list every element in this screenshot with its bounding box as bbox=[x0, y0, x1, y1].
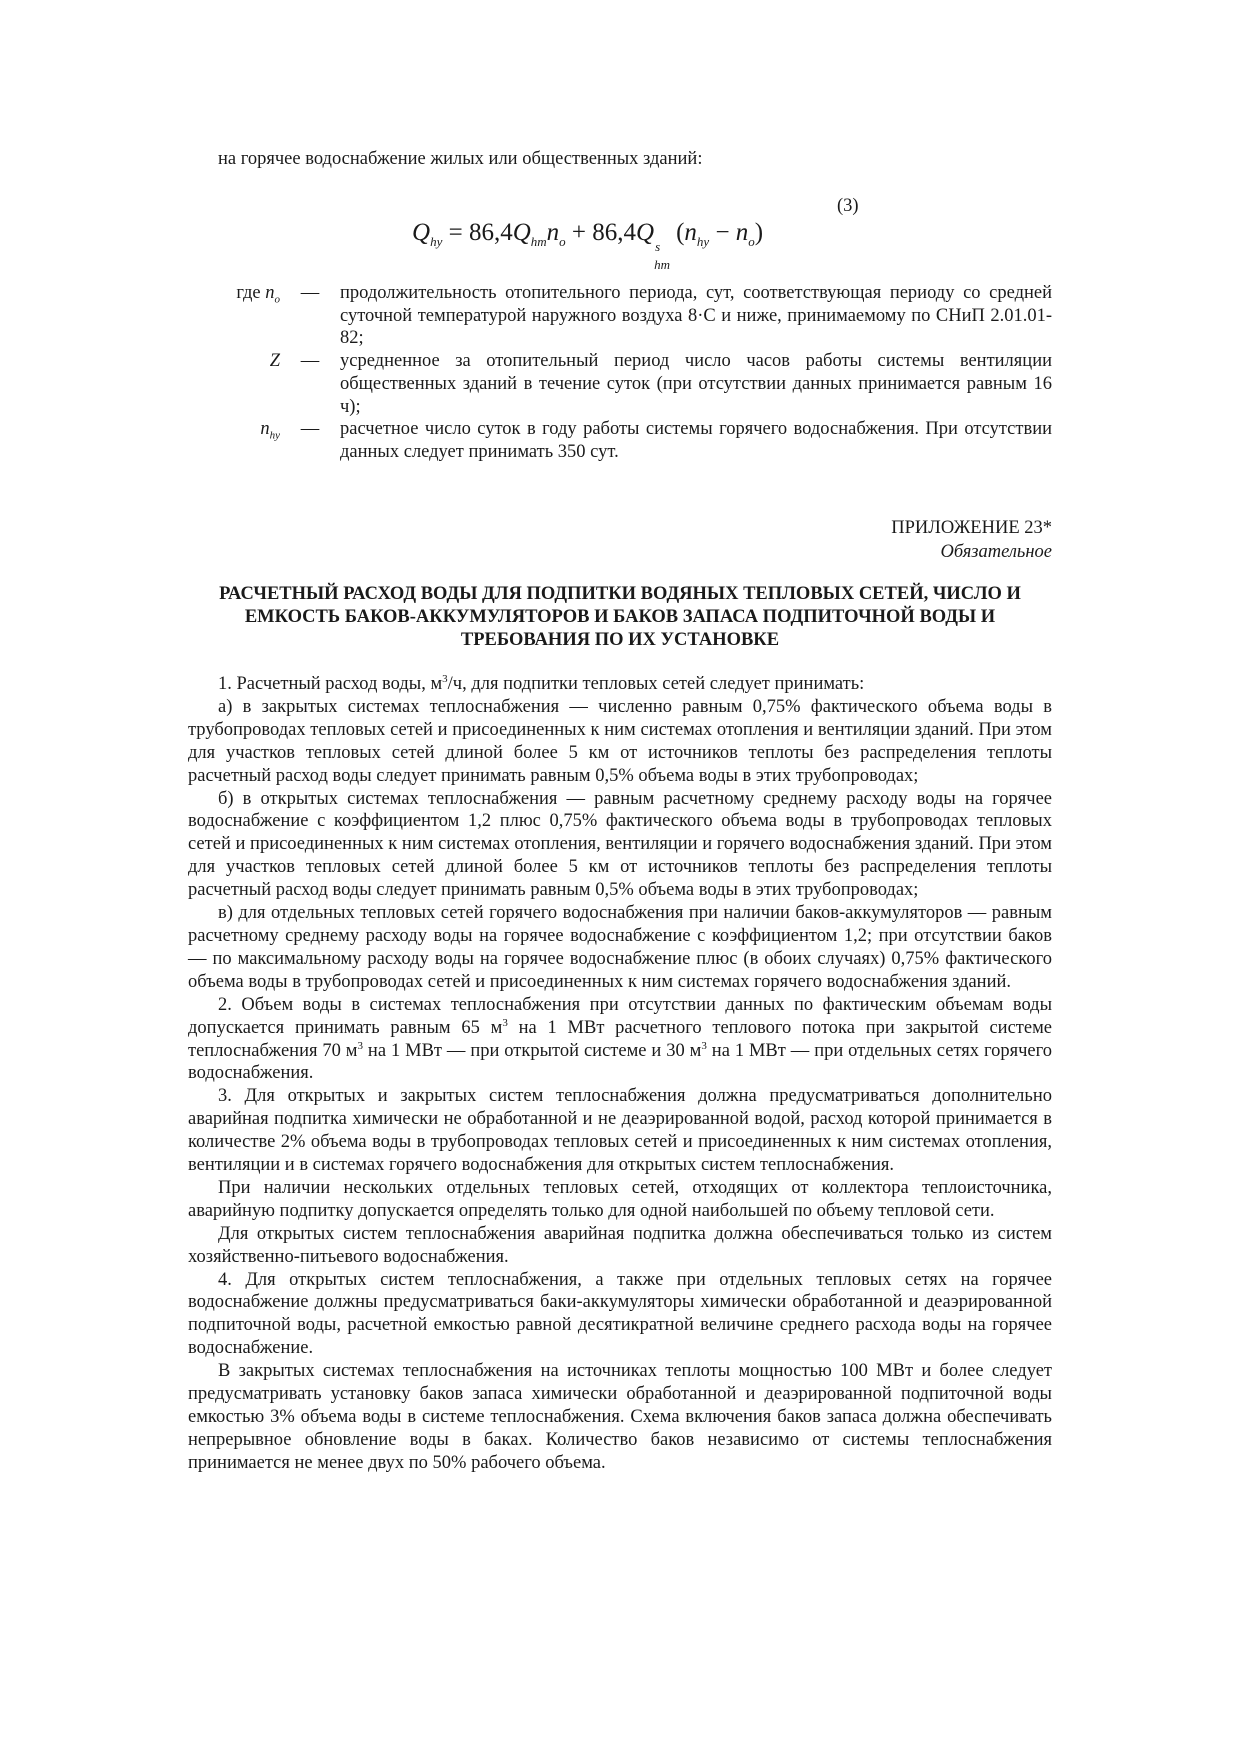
superscript: 3 bbox=[357, 1039, 364, 1052]
formula-symbol: Q bbox=[512, 219, 531, 246]
superscript: 3 bbox=[442, 672, 448, 685]
paragraph-3b: При наличии нескольких отдельных тепловых сетей, отходящих от коллектора теплоисточника, аварийную подпитку допускается определять только для одной наибольшей по объему тепловой сети. bbox=[188, 1177, 1052, 1221]
text-run: на 1 МВт — при отдельных сетях горячего водоснабжения. bbox=[188, 1040, 1052, 1084]
text-run: на 1 МВт — при открытой системе и 30 м bbox=[363, 1040, 702, 1061]
definition-symbol bbox=[190, 282, 280, 350]
intro-text: на горячее водоснабжение жилых или общественных зданий: bbox=[218, 149, 703, 169]
paragraph-1v: в) для отдельных тепловых сетей горячего водоснабжения при наличии баков-аккумуляторов — равным расчетному среднему расходу воды на горячее водоснабжение с коэффициентом 1,2; при отсутствии баков — по максимальному расходу воды на горячее водоснабжение плюс (в обоих случаях) 0,75% фактического объема воды в трубопроводах сетей и присоединенных к ним системах горячего водоснабжения зданий. bbox=[188, 903, 1052, 992]
formula-subscript: hm bbox=[654, 257, 670, 272]
formula-operator: = 86,4 bbox=[442, 219, 513, 246]
symbol: n bbox=[260, 419, 270, 440]
appendix-label: ПРИЛОЖЕНИЕ 23* bbox=[891, 518, 1052, 538]
formula-subscript: hy bbox=[430, 234, 443, 249]
paragraph-1a: а) в закрытых системах теплоснабжения — численно равным 0,75% фактического объема воды в трубопроводах тепловых сетей и присоединенных к ним системах отопления и вентиляции зданий. При этом для участков тепловых сетей длиной более 5 км от источников теплоты без распределения теплоты расчетный расход воды следует принимать равным 0,5% объема воды в этих трубопроводах; bbox=[188, 696, 1052, 786]
definition-text: продолжительность отопительного периода, сут, соответствующая периоду со средней суточной температурой наружного воздуха 8·С и ниже, принимаемому по СНиП 2.01.01-82; bbox=[340, 283, 1052, 349]
symbol: Z bbox=[269, 351, 280, 372]
paragraph-4: 4. Для открытых систем теплоснабжения, а также при отдельных тепловых сетях на горячее водоснабжение должны предусматриваться баки-аккумуляторы химически обработанной и деаэрированной подпиточной воды, расчетной емкостью равной десятикратной величине среднего расхода воды на горячее водоснабжение. bbox=[188, 1269, 1052, 1359]
superscript: 3 bbox=[502, 1016, 508, 1029]
paragraph-3c: Для открытых систем теплоснабжения аварийная подпитка должна обеспечиваться только из систем хозяйственно-питьевого водоснабжения. bbox=[188, 1223, 1052, 1267]
definition-symbol bbox=[190, 350, 280, 418]
paragraph-1b: б) в открытых системах теплоснабжения — равным расчетному среднему расходу воды на горячее водоснабжение с коэффициентом 1,2 плюс 0,75% фактического объема воды в трубопроводах тепловых сетей и присоединенных к ним системах отопления, вентиляции и горячего водоснабжения зданий. При этом для участков тепловых сетей длиной более 5 км от источников теплоты без распределения теплоты расчетный расход воды следует принимать равным 0,5% объема воды в этих трубопроводах; bbox=[188, 788, 1052, 901]
formula-symbol: n bbox=[684, 219, 697, 246]
paragraph-3: 3. Для открытых и закрытых систем теплоснабжения должна предусматриваться дополнительно аварийная подпитка химически не обработанной и не деаэрированной водой, расход которой принимается в количестве 2% объема воды в трубопроводах тепловых сетей и присоединенных к ним системах отопления, вентиляции и в системах горячего водоснабжения для открытых систем теплоснабжения. bbox=[188, 1086, 1052, 1176]
formula-subscript: o bbox=[559, 234, 566, 249]
formula-subscript: o bbox=[748, 234, 755, 249]
paragraph-1 bbox=[188, 673, 1052, 696]
definition-prefix: где bbox=[236, 283, 266, 303]
definitions-list bbox=[190, 282, 1052, 464]
formula-superscript: s bbox=[655, 239, 661, 254]
formula-operator: + 86,4 bbox=[565, 219, 637, 246]
symbol-subscript: hy bbox=[269, 429, 280, 442]
text-run: 2. Объем воды в системах теплоснабжения при отсутствии данных по фактическим объемам воды допускается принимать равным 65 м bbox=[188, 994, 1052, 1038]
text-run: на 1 МВт расчетного теплового потока при закрытой системе теплоснабжения 70 м bbox=[188, 1017, 1053, 1061]
superscript: 3 bbox=[701, 1039, 707, 1052]
appendix-header bbox=[891, 516, 1052, 564]
appendix-status: Обязательное bbox=[940, 542, 1052, 562]
definition-item bbox=[190, 350, 1052, 418]
formula-paren: ) bbox=[754, 219, 764, 246]
section-title: РАСЧЕТНЫЙ РАСХОД ВОДЫ ДЛЯ ПОДПИТКИ ВОДЯНЫХ ТЕПЛОВЫХ СЕТЕЙ, ЧИСЛО И ЕМКОСТЬ БАКОВ-АККУМУЛЯТОРОВ И БАКОВ ЗАПАСА ПОДПИТОЧНОЙ ВОДЫ И ТРЕБОВАНИЯ ПО ИХ УСТАНОВКЕ bbox=[219, 584, 1021, 650]
definition-item bbox=[190, 282, 1052, 350]
formula-subscript: hm bbox=[530, 234, 547, 249]
formula-symbol: n bbox=[735, 219, 749, 246]
definition-symbol bbox=[190, 418, 280, 463]
definition-dash: — bbox=[300, 351, 320, 372]
symbol: n bbox=[265, 283, 275, 303]
text-run: 1. Расчетный расход воды, м bbox=[218, 674, 443, 694]
paragraph-2 bbox=[188, 994, 1052, 1086]
formula-symbol: Q bbox=[412, 219, 431, 246]
paragraph-4b: В закрытых системах теплоснабжения на источниках теплоты мощностью 100 МВт и более следует предусматривать установку баков запаса химически обработанной и деаэрированной подпиточной воды емкостью 3% объема воды в системе теплоснабжения. Схема включения баков запаса должна обеспечивать непрерывное обновление воды в баках. Количество баков независимо от системы теплоснабжения принимается не менее двух по 50% рабочего объема. bbox=[188, 1361, 1052, 1473]
symbol-subscript: o bbox=[274, 293, 280, 306]
definition-text: расчетное число суток в году работы системы горячего водоснабжения. При отсутствии данных следует принимать 350 сут. bbox=[340, 419, 1052, 462]
definition-item bbox=[190, 418, 1052, 463]
equation-number: (3) bbox=[837, 196, 859, 216]
text-run: /ч, для подпитки тепловых сетей следует принимать: bbox=[447, 674, 865, 694]
formula-operator: − bbox=[709, 219, 736, 246]
formula-symbol: Q bbox=[636, 219, 655, 246]
formula-symbol: n bbox=[546, 219, 560, 246]
formula-subscript: hy bbox=[696, 234, 710, 249]
formula-3 bbox=[412, 218, 764, 272]
definition-text: усредненное за отопительный период число часов работы системы вентиляции общественных зданий в течение суток (при отсутствии данных принимается равным 16 ч); bbox=[340, 351, 1052, 417]
body-text bbox=[188, 673, 1052, 1475]
definition-dash: — bbox=[300, 283, 320, 303]
definition-dash: — bbox=[300, 419, 320, 440]
formula-paren: ( bbox=[676, 219, 685, 246]
